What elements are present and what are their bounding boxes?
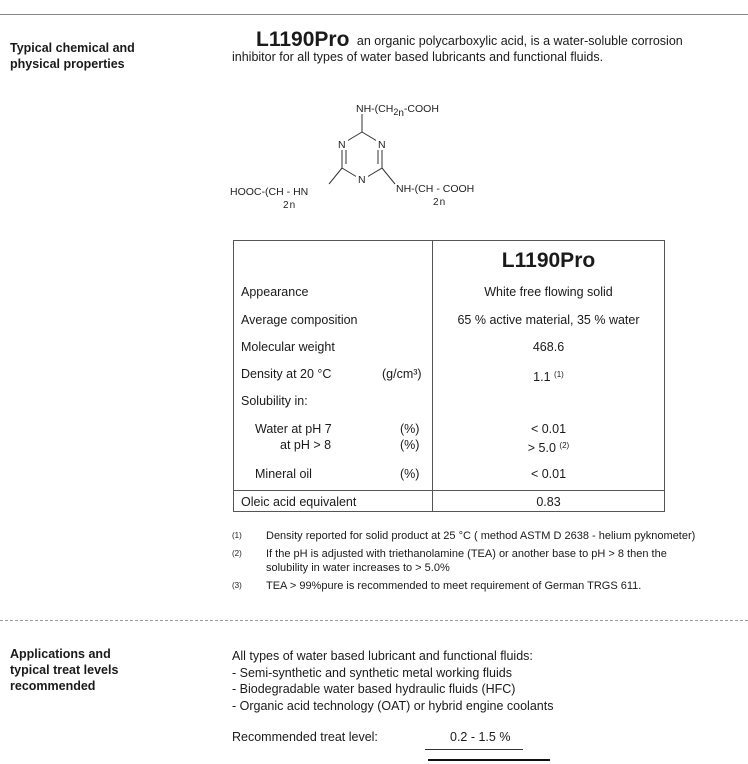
row-unit-water-ph7: (%) xyxy=(400,422,420,436)
treat-level-value: 0.2 - 1.5 % xyxy=(450,730,511,744)
row-label-solubility: Solubility in: xyxy=(241,394,308,408)
treat-underline xyxy=(425,749,523,750)
applications-heading: Applications and typical treat levels recommended xyxy=(10,647,119,693)
footnote-ref-2: (2) xyxy=(559,441,570,450)
footnote-3: (3) TEA > 99%pure is recommended to meet requirement of German TRGS 611. xyxy=(232,579,642,592)
row-label-composition: Average composition xyxy=(241,313,358,327)
product-name: L1190Pro xyxy=(256,28,350,51)
row-label-oleic-acid: Oleic acid equivalent xyxy=(241,495,357,509)
svg-text:N: N xyxy=(358,174,366,186)
table-row-divider xyxy=(234,490,664,491)
properties-table xyxy=(233,240,665,512)
row-value-water-ph8: > 5.0 $^{(2)}$ xyxy=(527,441,570,455)
svg-text:N: N xyxy=(378,139,386,151)
row-value-mineral-oil: < 0.01 xyxy=(530,467,567,481)
footnotes xyxy=(232,529,732,593)
row-label-water-ph7: Water at pH 7 xyxy=(255,422,332,436)
row-unit-density: (g/cm³) xyxy=(382,367,422,381)
applications-intro: All types of water based lubricant and functional fluids: xyxy=(232,649,533,663)
right-substituent: NH-(CH - COOH xyxy=(396,183,475,195)
table-header-product: L1190Pro xyxy=(501,249,596,272)
svg-text:N: N xyxy=(338,139,346,151)
row-value-molecular-weight: 468.6 xyxy=(532,340,565,354)
row-value-appearance: White free flowing solid xyxy=(484,285,613,299)
row-label-density: Density at 20 °C xyxy=(241,367,332,381)
row-label-water-ph8: at pH > 8 xyxy=(280,438,332,452)
footnote-2: (2) If the pH is adjusted with triethanolamine (TEA) or another base to pH > 8 then the solubility in water increases to > 5.0% xyxy=(232,547,667,574)
row-value-water-ph7: < 0.01 xyxy=(530,422,567,436)
top-substituent: NH-(CH2n-COOH xyxy=(356,103,439,119)
row-label-appearance: Appearance xyxy=(241,285,309,299)
section-divider xyxy=(0,620,748,621)
footnote-1: (1) Density reported for solid product at 25 °C ( method ASTM D 2638 - helium pyknometer) xyxy=(232,530,696,542)
row-value-composition: 65 % active material, 35 % water xyxy=(457,313,640,327)
properties-heading: Typical chemical and physical properties xyxy=(10,41,135,71)
list-item: - Biodegradable water based hydraulic fluids (HFC) xyxy=(232,682,516,696)
left-subscript: 2n xyxy=(283,200,296,211)
intro-paragraph: L1190Pro an organic polycarboxylic acid, is a water-soluble corrosion inhibitor for all types of water based lubricants and functional fluids. xyxy=(232,28,683,64)
row-label-mineral-oil: Mineral oil xyxy=(255,467,312,481)
row-label-molecular-weight: Molecular weight xyxy=(241,340,335,354)
row-unit-water-ph8: (%) xyxy=(400,438,420,452)
list-item: - Organic acid technology (OAT) or hybrid engine coolants xyxy=(232,698,554,713)
treat-level-label: Recommended treat level: xyxy=(232,730,378,744)
row-value-density: 1.1 $^{(1)}$ xyxy=(533,370,564,384)
footnote-ref-1: (1) xyxy=(554,370,564,379)
row-unit-mineral-oil: (%) xyxy=(400,467,420,481)
top-rule xyxy=(0,14,748,15)
left-substituent: HOOC-(CH - HN xyxy=(230,186,309,198)
molecule-structure xyxy=(225,100,515,220)
applications-list xyxy=(232,648,732,714)
treat-underline-bold xyxy=(428,759,550,761)
row-value-oleic-acid: 0.83 xyxy=(536,495,561,509)
list-item: - Semi-synthetic and synthetic metal working fluids xyxy=(232,665,512,680)
right-subscript: 2n xyxy=(433,197,446,208)
